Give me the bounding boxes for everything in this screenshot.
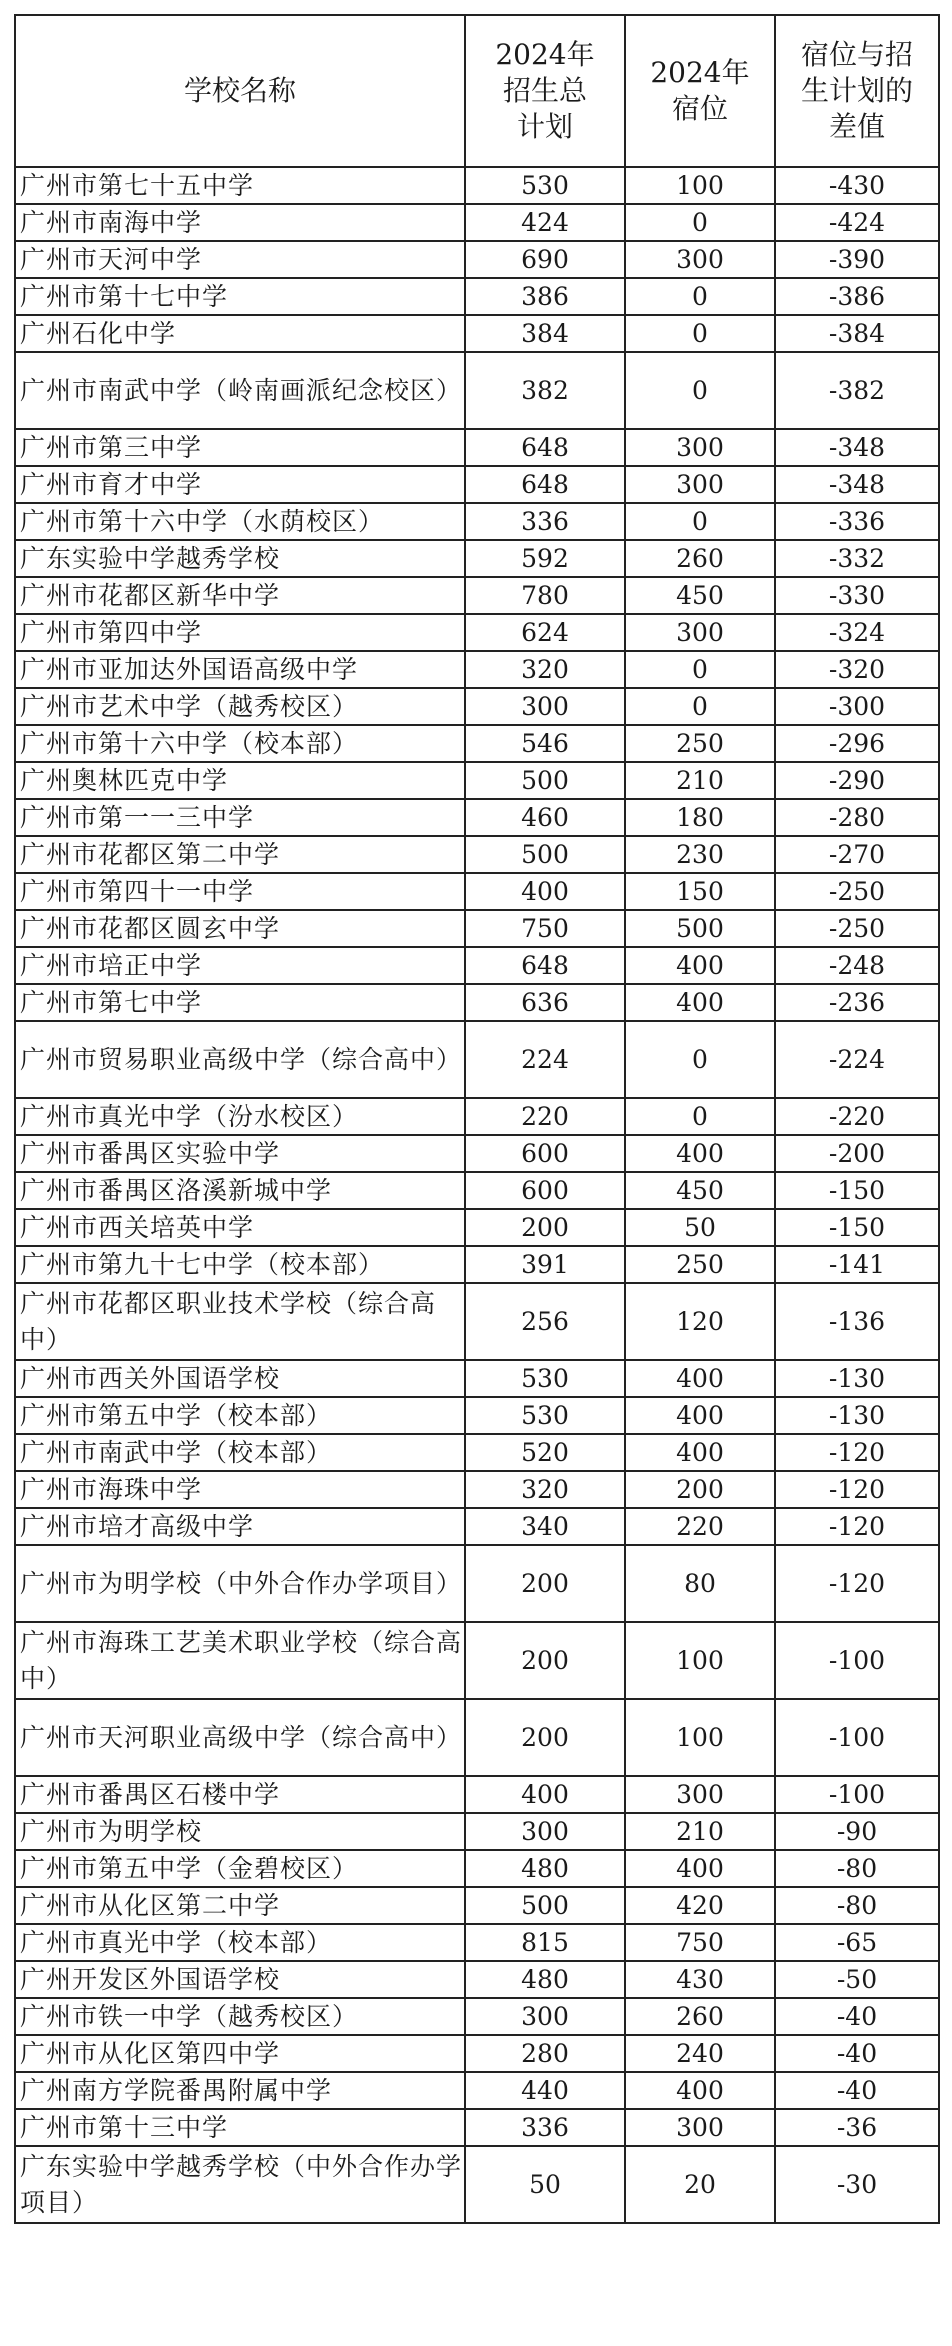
difference-cell: -270	[775, 836, 939, 873]
school-name-cell: 广州市从化区第二中学	[15, 1887, 465, 1924]
dorm-beds-cell: 400	[625, 1434, 775, 1471]
difference-cell: -141	[775, 1246, 939, 1283]
header-difference: 宿位与招 生计划的 差值	[775, 15, 939, 167]
difference-cell: -224	[775, 1021, 939, 1098]
school-name-cell: 广州市第七十五中学	[15, 167, 465, 204]
school-name-cell: 广州市天河中学	[15, 241, 465, 278]
difference-cell: -248	[775, 947, 939, 984]
school-name-cell: 广州市南武中学（岭南画派纪念校区）	[15, 352, 465, 429]
table-row	[15, 725, 939, 762]
dorm-beds-cell: 500	[625, 910, 775, 947]
enrollment-plan-cell: 530	[465, 1360, 625, 1397]
header-enrollment-plan: 2024年 招生总 计划	[465, 15, 625, 167]
table-row	[15, 947, 939, 984]
difference-cell: -386	[775, 278, 939, 315]
difference-cell: -120	[775, 1471, 939, 1508]
enrollment-plan-cell: 400	[465, 873, 625, 910]
difference-cell: -220	[775, 1098, 939, 1135]
header-row	[15, 15, 939, 167]
dorm-beds-cell: 120	[625, 1283, 775, 1360]
dorm-beds-cell: 400	[625, 947, 775, 984]
table-row	[15, 984, 939, 1021]
table-row	[15, 1021, 939, 1098]
table-row	[15, 688, 939, 725]
enrollment-plan-cell: 300	[465, 1813, 625, 1850]
enrollment-plan-cell: 424	[465, 204, 625, 241]
table-row	[15, 762, 939, 799]
enrollment-plan-cell: 530	[465, 1397, 625, 1434]
table-row	[15, 466, 939, 503]
table-row	[15, 1471, 939, 1508]
dorm-beds-cell: 100	[625, 167, 775, 204]
enrollment-plan-cell: 300	[465, 1998, 625, 2035]
table-row	[15, 503, 939, 540]
school-name-cell: 广东实验中学越秀学校（中外合作办学项目）	[15, 2146, 465, 2223]
dorm-beds-cell: 300	[625, 429, 775, 466]
difference-cell: -384	[775, 315, 939, 352]
school-name-cell: 广州市番禺区实验中学	[15, 1135, 465, 1172]
difference-cell: -390	[775, 241, 939, 278]
table-row	[15, 1246, 939, 1283]
dorm-beds-cell: 200	[625, 1471, 775, 1508]
difference-cell: -65	[775, 1924, 939, 1961]
difference-cell: -150	[775, 1172, 939, 1209]
dorm-beds-cell: 750	[625, 1924, 775, 1961]
dorm-beds-cell: 0	[625, 651, 775, 688]
enrollment-plan-cell: 636	[465, 984, 625, 1021]
enrollment-plan-cell: 200	[465, 1699, 625, 1776]
dorm-beds-cell: 100	[625, 1622, 775, 1699]
school-name-cell: 广州市为明学校（中外合作办学项目）	[15, 1545, 465, 1622]
school-name-cell: 广州市番禺区洛溪新城中学	[15, 1172, 465, 1209]
school-name-cell: 广州市培才高级中学	[15, 1508, 465, 1545]
dorm-beds-cell: 450	[625, 1172, 775, 1209]
difference-cell: -100	[775, 1776, 939, 1813]
school-name-cell: 广州市海珠中学	[15, 1471, 465, 1508]
difference-cell: -36	[775, 2109, 939, 2146]
school-name-cell: 广州市南武中学（校本部）	[15, 1434, 465, 1471]
table-row	[15, 1397, 939, 1434]
dorm-beds-cell: 250	[625, 725, 775, 762]
dorm-beds-cell: 80	[625, 1545, 775, 1622]
table-row	[15, 1776, 939, 1813]
enrollment-plan-cell: 750	[465, 910, 625, 947]
table-row	[15, 1961, 939, 1998]
table-row	[15, 1172, 939, 1209]
dorm-beds-cell: 300	[625, 2109, 775, 2146]
school-name-cell: 广州市第九十七中学（校本部）	[15, 1246, 465, 1283]
enrollment-plan-cell: 440	[465, 2072, 625, 2109]
dorm-beds-cell: 0	[625, 1098, 775, 1135]
school-name-cell: 广州市花都区圆玄中学	[15, 910, 465, 947]
dorm-beds-cell: 400	[625, 984, 775, 1021]
dorm-beds-cell: 300	[625, 1776, 775, 1813]
enrollment-plan-cell: 500	[465, 1887, 625, 1924]
dorm-beds-cell: 400	[625, 1850, 775, 1887]
school-name-cell: 广州石化中学	[15, 315, 465, 352]
dorm-beds-cell: 300	[625, 614, 775, 651]
header-dorm-beds: 2024年 宿位	[625, 15, 775, 167]
dorm-beds-cell: 0	[625, 688, 775, 725]
dorm-beds-cell: 0	[625, 1021, 775, 1098]
dorm-beds-cell: 180	[625, 799, 775, 836]
school-name-cell: 广州市花都区第二中学	[15, 836, 465, 873]
difference-cell: -332	[775, 540, 939, 577]
enrollment-plan-cell: 546	[465, 725, 625, 762]
table-row	[15, 278, 939, 315]
school-name-cell: 广州市亚加达外国语高级中学	[15, 651, 465, 688]
enrollment-plan-cell: 460	[465, 799, 625, 836]
difference-cell: -250	[775, 910, 939, 947]
enrollment-plan-cell: 224	[465, 1021, 625, 1098]
school-name-cell: 广州市为明学校	[15, 1813, 465, 1850]
dorm-beds-cell: 50	[625, 1209, 775, 1246]
school-name-cell: 广州奥林匹克中学	[15, 762, 465, 799]
enrollment-plan-cell: 600	[465, 1172, 625, 1209]
enrollment-plan-cell: 256	[465, 1283, 625, 1360]
table-row	[15, 910, 939, 947]
table-row	[15, 429, 939, 466]
enrollment-plan-cell: 340	[465, 1508, 625, 1545]
enrollment-plan-cell: 200	[465, 1545, 625, 1622]
difference-cell: -80	[775, 1850, 939, 1887]
difference-cell: -348	[775, 466, 939, 503]
table-row	[15, 204, 939, 241]
enrollment-plan-cell: 386	[465, 278, 625, 315]
table-row	[15, 167, 939, 204]
school-name-cell: 广州市铁一中学（越秀校区）	[15, 1998, 465, 2035]
dorm-beds-cell: 260	[625, 1998, 775, 2035]
school-name-cell: 广州市花都区职业技术学校（综合高中）	[15, 1283, 465, 1360]
difference-cell: -80	[775, 1887, 939, 1924]
difference-cell: -250	[775, 873, 939, 910]
enrollment-plan-cell: 336	[465, 2109, 625, 2146]
dorm-beds-cell: 220	[625, 1508, 775, 1545]
school-name-cell: 广州市第一一三中学	[15, 799, 465, 836]
school-name-cell: 广州市育才中学	[15, 466, 465, 503]
enrollment-plan-cell: 50	[465, 2146, 625, 2223]
table-row	[15, 614, 939, 651]
table-row	[15, 873, 939, 910]
dorm-beds-cell: 400	[625, 1397, 775, 1434]
enrollment-plan-cell: 815	[465, 1924, 625, 1961]
table-row	[15, 540, 939, 577]
difference-cell: -424	[775, 204, 939, 241]
school-name-cell: 广州市第十六中学（水荫校区）	[15, 503, 465, 540]
difference-cell: -330	[775, 577, 939, 614]
enrollment-plan-cell: 320	[465, 1471, 625, 1508]
dorm-beds-cell: 210	[625, 1813, 775, 1850]
school-name-cell: 广州市南海中学	[15, 204, 465, 241]
header-school-name: 学校名称	[15, 15, 465, 167]
dorm-beds-cell: 250	[625, 1246, 775, 1283]
enrollment-plan-cell: 690	[465, 241, 625, 278]
difference-cell: -120	[775, 1508, 939, 1545]
table-row	[15, 315, 939, 352]
dorm-beds-cell: 430	[625, 1961, 775, 1998]
dorm-beds-cell: 400	[625, 1360, 775, 1397]
difference-cell: -120	[775, 1434, 939, 1471]
table-row	[15, 2146, 939, 2223]
table-row	[15, 1283, 939, 1360]
enrollment-plan-cell: 220	[465, 1098, 625, 1135]
enrollment-plan-cell: 530	[465, 167, 625, 204]
dorm-beds-cell: 20	[625, 2146, 775, 2223]
table-row	[15, 1135, 939, 1172]
school-name-cell: 广州市花都区新华中学	[15, 577, 465, 614]
enrollment-plan-cell: 382	[465, 352, 625, 429]
school-name-cell: 广州开发区外国语学校	[15, 1961, 465, 1998]
enrollment-plan-cell: 320	[465, 651, 625, 688]
school-name-cell: 广州市培正中学	[15, 947, 465, 984]
difference-cell: -290	[775, 762, 939, 799]
table-row	[15, 577, 939, 614]
dorm-beds-cell: 0	[625, 315, 775, 352]
difference-cell: -120	[775, 1545, 939, 1622]
dorm-beds-cell: 150	[625, 873, 775, 910]
dorm-beds-cell: 0	[625, 503, 775, 540]
school-name-cell: 广州市从化区第四中学	[15, 2035, 465, 2072]
enrollment-plan-cell: 384	[465, 315, 625, 352]
enrollment-plan-cell: 400	[465, 1776, 625, 1813]
table-row	[15, 2072, 939, 2109]
difference-cell: -348	[775, 429, 939, 466]
school-name-cell: 广州市西关培英中学	[15, 1209, 465, 1246]
school-name-cell: 广州市第三中学	[15, 429, 465, 466]
table-row	[15, 1924, 939, 1961]
enrollment-plan-cell: 624	[465, 614, 625, 651]
school-name-cell: 广州市贸易职业高级中学（综合高中）	[15, 1021, 465, 1098]
dorm-beds-cell: 420	[625, 1887, 775, 1924]
table-row	[15, 1545, 939, 1622]
table-row	[15, 241, 939, 278]
school-name-cell: 广州市第四中学	[15, 614, 465, 651]
dorm-beds-cell: 0	[625, 352, 775, 429]
difference-cell: -100	[775, 1622, 939, 1699]
table-row	[15, 1998, 939, 2035]
table-row	[15, 1098, 939, 1135]
table-row	[15, 1850, 939, 1887]
dorm-beds-cell: 0	[625, 204, 775, 241]
enrollment-plan-cell: 648	[465, 466, 625, 503]
school-dormitory-table	[14, 14, 940, 2224]
difference-cell: -40	[775, 1998, 939, 2035]
school-name-cell: 广州市第十七中学	[15, 278, 465, 315]
school-name-cell: 广州市第四十一中学	[15, 873, 465, 910]
difference-cell: -324	[775, 614, 939, 651]
school-name-cell: 广州市海珠工艺美术职业学校（综合高中）	[15, 1622, 465, 1699]
difference-cell: -280	[775, 799, 939, 836]
table-row	[15, 352, 939, 429]
difference-cell: -130	[775, 1397, 939, 1434]
school-name-cell: 广州市第十三中学	[15, 2109, 465, 2146]
enrollment-plan-cell: 600	[465, 1135, 625, 1172]
enrollment-plan-cell: 592	[465, 540, 625, 577]
difference-cell: -30	[775, 2146, 939, 2223]
difference-cell: -382	[775, 352, 939, 429]
school-name-cell: 广州市第十六中学（校本部）	[15, 725, 465, 762]
dorm-beds-cell: 260	[625, 540, 775, 577]
enrollment-plan-cell: 500	[465, 762, 625, 799]
difference-cell: -150	[775, 1209, 939, 1246]
dorm-beds-cell: 240	[625, 2035, 775, 2072]
table-row	[15, 1508, 939, 1545]
difference-cell: -40	[775, 2072, 939, 2109]
table-row	[15, 1434, 939, 1471]
enrollment-plan-cell: 500	[465, 836, 625, 873]
school-name-cell: 广州市西关外国语学校	[15, 1360, 465, 1397]
dorm-beds-cell: 230	[625, 836, 775, 873]
table-row	[15, 1360, 939, 1397]
table-body	[15, 167, 939, 2223]
difference-cell: -296	[775, 725, 939, 762]
difference-cell: -50	[775, 1961, 939, 1998]
difference-cell: -90	[775, 1813, 939, 1850]
table-row	[15, 799, 939, 836]
school-name-cell: 广州市第七中学	[15, 984, 465, 1021]
school-name-cell: 广州市天河职业高级中学（综合高中）	[15, 1699, 465, 1776]
table-row	[15, 2035, 939, 2072]
difference-cell: -336	[775, 503, 939, 540]
enrollment-plan-cell: 336	[465, 503, 625, 540]
school-name-cell: 广州市番禺区石楼中学	[15, 1776, 465, 1813]
enrollment-plan-cell: 480	[465, 1850, 625, 1887]
enrollment-plan-cell: 200	[465, 1622, 625, 1699]
enrollment-plan-cell: 520	[465, 1434, 625, 1471]
difference-cell: -320	[775, 651, 939, 688]
enrollment-plan-cell: 648	[465, 429, 625, 466]
table-row	[15, 836, 939, 873]
dorm-beds-cell: 300	[625, 466, 775, 503]
dorm-beds-cell: 300	[625, 241, 775, 278]
table-row	[15, 1622, 939, 1699]
dorm-beds-cell: 0	[625, 278, 775, 315]
enrollment-plan-cell: 780	[465, 577, 625, 614]
enrollment-plan-cell: 480	[465, 1961, 625, 1998]
difference-cell: -300	[775, 688, 939, 725]
school-name-cell: 广州市艺术中学（越秀校区）	[15, 688, 465, 725]
school-name-cell: 广州市真光中学（汾水校区）	[15, 1098, 465, 1135]
dorm-beds-cell: 210	[625, 762, 775, 799]
school-name-cell: 广州南方学院番禺附属中学	[15, 2072, 465, 2109]
table-row	[15, 651, 939, 688]
table-row	[15, 1209, 939, 1246]
dorm-beds-cell: 400	[625, 1135, 775, 1172]
difference-cell: -40	[775, 2035, 939, 2072]
enrollment-plan-cell: 200	[465, 1209, 625, 1246]
dorm-beds-cell: 400	[625, 2072, 775, 2109]
enrollment-plan-cell: 648	[465, 947, 625, 984]
table-row	[15, 2109, 939, 2146]
school-name-cell: 广州市第五中学（校本部）	[15, 1397, 465, 1434]
enrollment-plan-cell: 280	[465, 2035, 625, 2072]
difference-cell: -200	[775, 1135, 939, 1172]
school-name-cell: 广州市真光中学（校本部）	[15, 1924, 465, 1961]
difference-cell: -100	[775, 1699, 939, 1776]
dorm-beds-cell: 450	[625, 577, 775, 614]
school-name-cell: 广东实验中学越秀学校	[15, 540, 465, 577]
table-row	[15, 1699, 939, 1776]
dorm-beds-cell: 100	[625, 1699, 775, 1776]
difference-cell: -130	[775, 1360, 939, 1397]
table-row	[15, 1813, 939, 1850]
difference-cell: -430	[775, 167, 939, 204]
difference-cell: -236	[775, 984, 939, 1021]
enrollment-plan-cell: 300	[465, 688, 625, 725]
document-page	[14, 14, 938, 2224]
school-name-cell: 广州市第五中学（金碧校区）	[15, 1850, 465, 1887]
enrollment-plan-cell: 391	[465, 1246, 625, 1283]
difference-cell: -136	[775, 1283, 939, 1360]
table-row	[15, 1887, 939, 1924]
